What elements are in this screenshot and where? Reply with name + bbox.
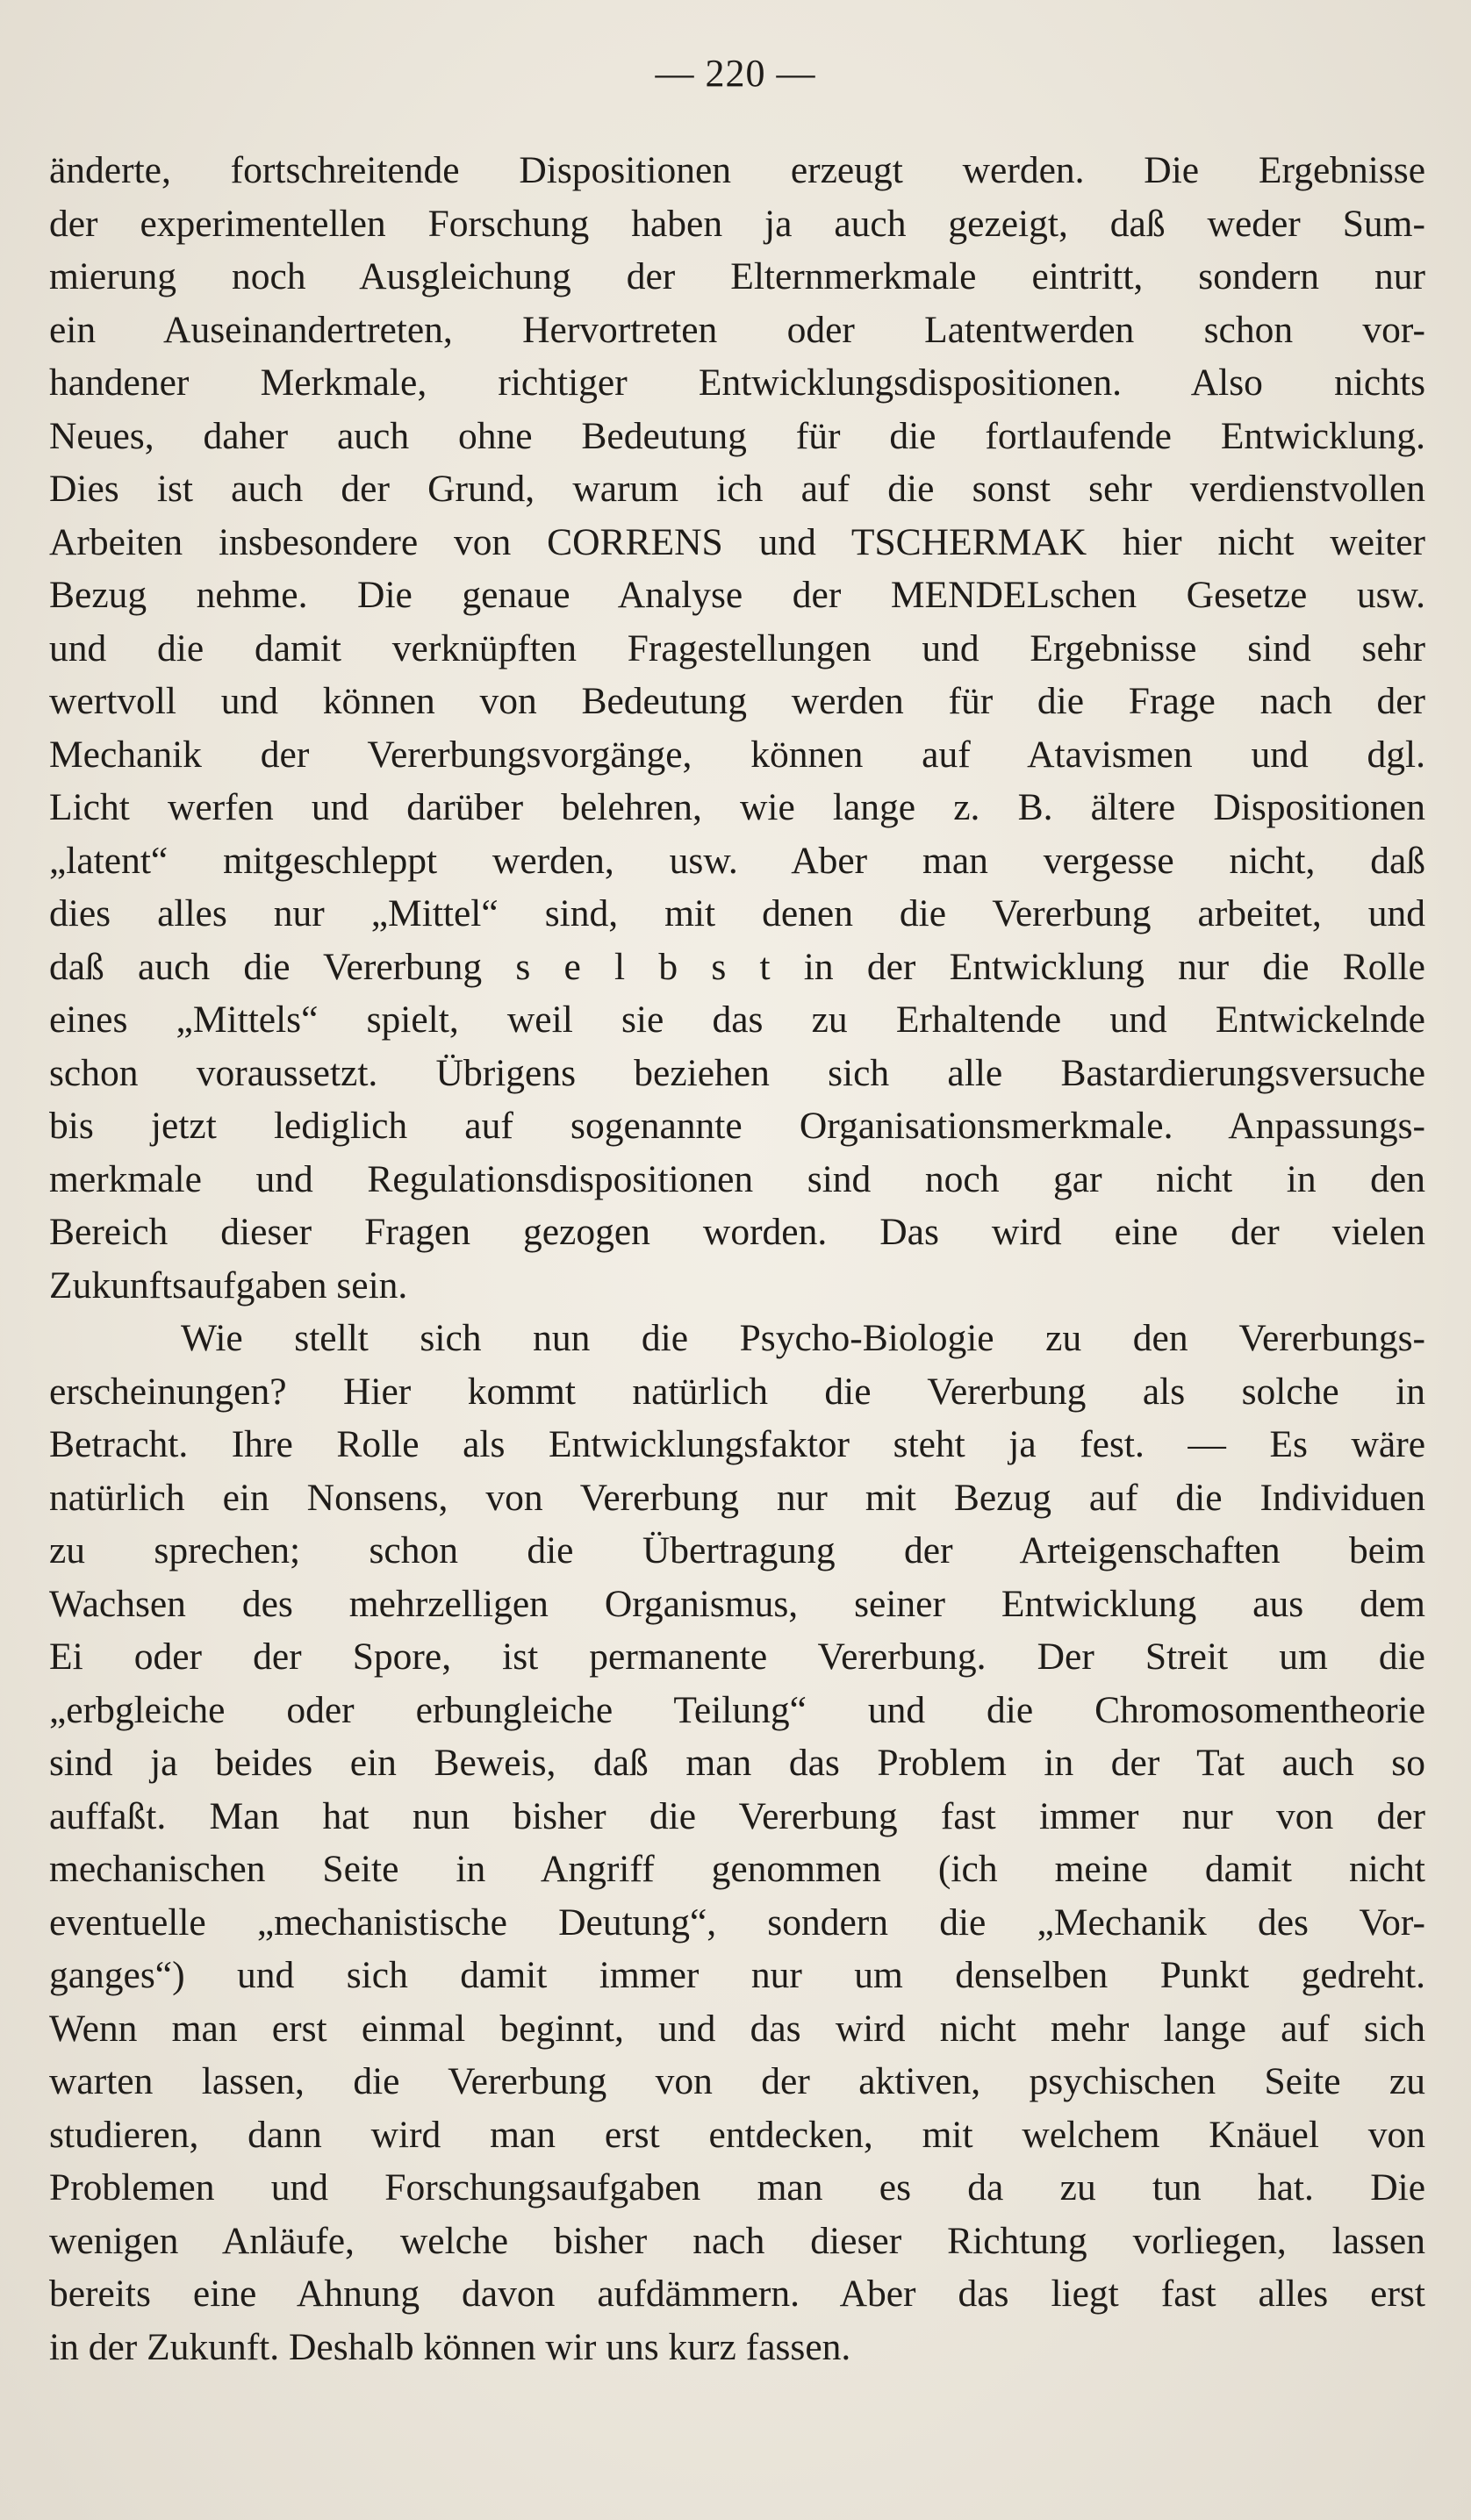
text-line: der experimentellen Forschung haben ja auch gezeigt, daß weder Sum- [49,202,1425,245]
text-line: Betracht. Ihre Rolle als Entwicklungsfaktor steht ja fest. — Es wäre [49,1423,1425,1465]
body-text [49,144,1425,2373]
text-line: bis jetzt lediglich auf sogenannte Organisationsmerkmale. Anpassungs- [49,1105,1425,1147]
text-line: Dies ist auch der Grund, warum ich auf die sonst sehr verdienstvollen [49,468,1425,510]
text-line: schon voraussetzt. Übrigens beziehen sich alle Bastardierungsversuche [49,1051,1425,1094]
text-line: eventuelle „mechanistische Deutung“, sondern die „Mechanik des Vor- [49,1901,1425,1944]
text-line: mechanischen Seite in Angriff genommen (ich meine damit nicht [49,1848,1425,1890]
paragraph-start-line: Wie stellt sich nun die Psycho-Biologie zu den Vererbungs- [181,1317,1425,1359]
text-line: „erbgleiche oder erbungleiche Teilung“ und die Chromosomentheorie [49,1688,1425,1731]
text-line: Licht werfen und darüber belehren, wie lange z. B. ältere Dispositionen [49,786,1425,828]
text-line: Wachsen des mehrzelligen Organismus, seiner Entwicklung aus dem [49,1582,1425,1625]
text-line: dies alles nur „Mittel“ sind, mit denen die Vererbung arbeitet, und [49,892,1425,934]
text-line: Neues, daher auch ohne Bedeutung für die fortlaufende Entwicklung. [49,414,1425,457]
text-line: Mechanik der Vererbungsvorgänge, können auf Atavismen und dgl. [49,733,1425,776]
text-line: sind ja beides ein Beweis, daß man das Problem in der Tat auch so [49,1742,1425,1784]
text-line: Wenn man erst einmal beginnt, und das wird nicht mehr lange auf sich [49,2007,1425,2050]
text-line: mierung noch Ausgleichung der Elternmerkmale eintritt, sondern nur [49,255,1425,297]
text-line: und die damit verknüpften Fragestellungen und Ergebnisse sind sehr [49,626,1425,669]
text-line: erscheinungen? Hier kommt natürlich die Vererbung als solche in [49,1370,1425,1413]
text-line: änderte, fortschreitende Dispositionen erzeugt werden. Die Ergebnisse [49,149,1425,191]
paragraph-end-line: Zukunftsaufgaben sein. [49,1264,408,1307]
text-line: auffaßt. Man hat nun bisher die Vererbung fast immer nur von der [49,1794,1425,1837]
page-number: — 220 — [655,52,816,95]
text-line: Problemen und Forschungsaufgaben man es da zu tun hat. Die [49,2166,1425,2209]
paragraph-end-line: in der Zukunft. Deshalb können wir uns kurz fassen. [49,2325,851,2368]
text-line: daß auch die Vererbung s e l b s t in der Entwicklung nur die Rolle [49,945,1425,988]
text-line: handener Merkmale, richtiger Entwicklungsdispositionen. Also nichts [49,362,1425,404]
text-line: warten lassen, die Vererbung von der aktiven, psychischen Seite zu [49,2060,1425,2102]
text-line: Arbeiten insbesondere von CORRENS und TSCHERMAK hier nicht weiter [49,520,1425,563]
text-line: zu sprechen; schon die Übertragung der Arteigenschaften beim [49,1529,1425,1571]
text-line: wenigen Anläufe, welche bisher nach dieser Richtung vorliegen, lassen [49,2219,1425,2262]
text-line: eines „Mittels“ spielt, weil sie das zu Erhaltende und Entwickelnde [49,999,1425,1041]
text-line: Ei oder der Spore, ist permanente Vererbung. Der Streit um die [49,1636,1425,1678]
text-line: studieren, dann wird man erst entdecken, mit welchem Knäuel von [49,2113,1425,2156]
text-line: Bezug nehme. Die genaue Analyse der MENDELschen Gesetze usw. [49,574,1425,616]
text-line: bereits eine Ahnung davon aufdämmern. Aber das liegt fast alles erst [49,2273,1425,2315]
text-line: merkmale und Regulationsdispositionen sind noch gar nicht in den [49,1157,1425,1200]
text-line: natürlich ein Nonsens, von Vererbung nur mit Bezug auf die Individuen [49,1476,1425,1519]
text-line: wertvoll und können von Bedeutung werden für die Frage nach der [49,680,1425,722]
text-line: ganges“) und sich damit immer nur um denselben Punkt gedreht. [49,1954,1425,1996]
text-line: Bereich dieser Fragen gezogen worden. Das wird eine der vielen [49,1211,1425,1253]
text-line: „latent“ mitgeschleppt werden, usw. Aber man vergesse nicht, daß [49,839,1425,882]
text-line: ein Auseinandertreten, Hervortreten oder Latentwerden schon vor- [49,308,1425,351]
